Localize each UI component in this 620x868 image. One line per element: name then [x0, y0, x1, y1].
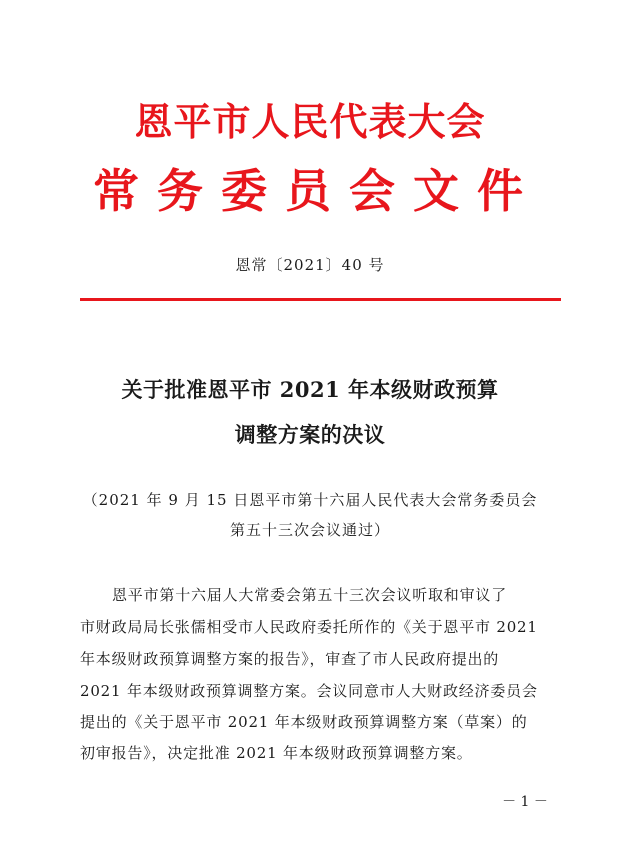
red-header-rule: [80, 298, 561, 301]
body-line: 市财政局局长张儒相受市人民政府委托所作的《关于恩平市 2021: [80, 618, 538, 636]
document-title-line-2: 调整方案的决议: [234, 422, 386, 447]
body-line: 提出的《关于恩平市 2021 年本级财政预算调整方案（草案）的: [80, 713, 528, 731]
adoption-note-line-2: 第五十三次会议通过）: [229, 521, 390, 539]
body-line: 2021 年本级财政预算调整方案。会议同意市人大财政经济委员会: [80, 682, 538, 700]
adoption-note-line-1: （2021 年 9 月 15 日恩平市第十六届人民代表大会常务委员会: [82, 491, 538, 509]
document-title-line-1: 关于批准恩平市 2021 年本级财政预算: [121, 377, 499, 402]
page-number: － 1 －: [502, 794, 548, 810]
issuer-subtitle: 常务委员会文件: [93, 164, 541, 218]
body-line: 恩平市第十六届人大常委会第五十三次会议听取和审议了: [112, 586, 508, 604]
body-line: 年本级财政预算调整方案的报告》，审查了市人民政府提出的: [80, 650, 500, 668]
document-number: 恩常〔2021〕40 号: [235, 256, 385, 274]
body-line: 初审报告》，决定批准 2021 年本级财政预算调整方案。: [80, 744, 473, 762]
issuer-name: 恩平市人民代表大会: [134, 99, 486, 144]
